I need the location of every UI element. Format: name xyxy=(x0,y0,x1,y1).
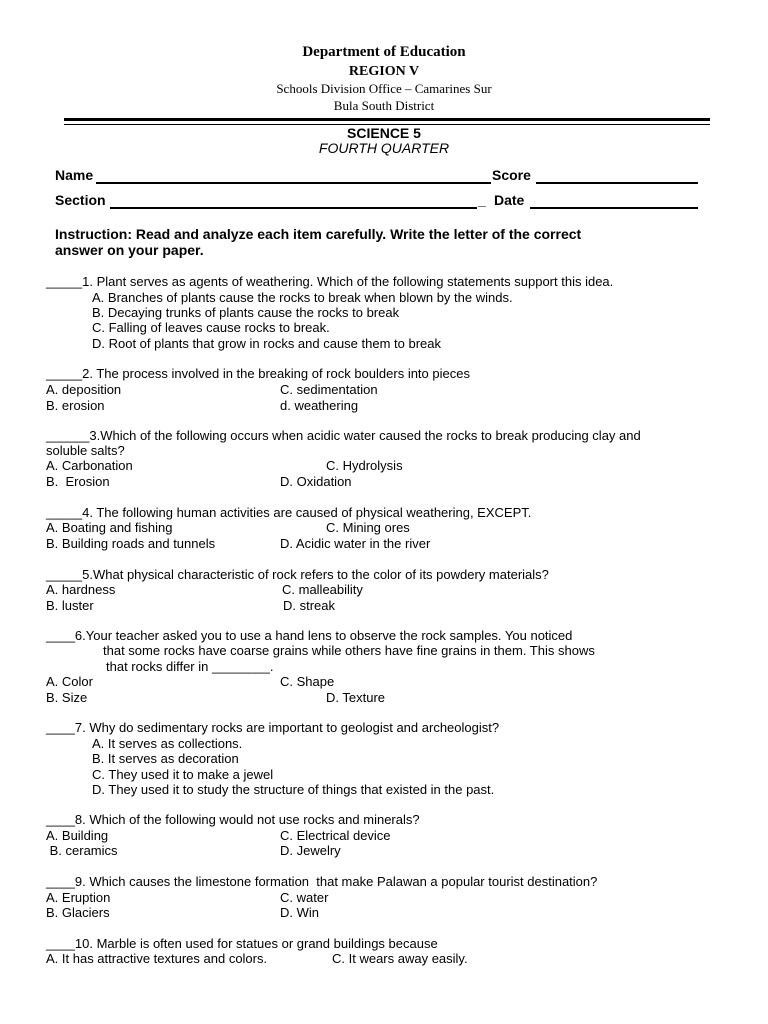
q1-stem: _____1. Plant serves as agents of weathering. Which of the following statements support this idea. xyxy=(46,274,614,289)
section-underscore: _ xyxy=(478,192,486,208)
section-line[interactable] xyxy=(110,207,477,209)
q7-choice-c: C. They used it to make a jewel xyxy=(92,767,274,782)
region-heading: REGION V xyxy=(348,64,420,79)
q9-choice-b: B. Glaciers xyxy=(46,905,110,920)
q1-choice-b: B. Decaying trunks of plants cause the rocks to break xyxy=(92,305,400,320)
instruction-line-2: answer on your paper. xyxy=(55,242,204,258)
q5-choice-b: B. luster xyxy=(46,598,94,613)
q3-choice-b: B. Erosion xyxy=(46,474,110,489)
q5-choice-a: A. hardness xyxy=(46,582,116,597)
q3-choice-d: D. Oxidation xyxy=(280,474,352,489)
q6-choice-b: B. Size xyxy=(46,690,88,705)
q2-stem: _____2. The process involved in the breaking of rock boulders into pieces xyxy=(46,366,470,381)
q4-choice-c: C. Mining ores xyxy=(326,520,410,535)
score-line[interactable] xyxy=(536,182,698,184)
q1-choice-a: A. Branches of plants cause the rocks to break when blown by the winds. xyxy=(92,290,513,305)
q1-choice-d: D. Root of plants that grow in rocks and cause them to break xyxy=(92,336,442,351)
division-heading: Schools Division Office – Camarines Sur xyxy=(276,81,492,96)
score-label: Score xyxy=(492,167,531,183)
q7-choice-b: B. It serves as decoration xyxy=(92,751,239,766)
q4-choice-b: B. Building roads and tunnels xyxy=(46,536,216,551)
name-line[interactable] xyxy=(96,182,491,184)
q10-choice-c: C. It wears away easily. xyxy=(332,951,468,966)
q9-choice-c: C. water xyxy=(280,890,329,905)
q8-stem: ____8. Which of the following would not use rocks and minerals? xyxy=(46,812,420,827)
q10-choice-a: A. It has attractive textures and colors. xyxy=(46,951,268,966)
q4-stem: _____4. The following human activities are caused of physical weathering, EXCEPT. xyxy=(46,505,532,520)
q2-choice-a: A. deposition xyxy=(46,382,122,397)
q7-stem: ____7. Why do sedimentary rocks are important to geologist and archeologist? xyxy=(46,720,500,735)
q5-choice-d: D. streak xyxy=(283,598,336,613)
q2-choice-b: B. erosion xyxy=(46,398,105,413)
q3-choice-c: C. Hydrolysis xyxy=(326,458,403,473)
q7-choice-a: A. It serves as collections. xyxy=(92,736,243,751)
q5-stem: _____5.What physical characteristic of rock refers to the color of its powdery materials? xyxy=(46,567,549,582)
q9-choice-a: A. Eruption xyxy=(46,890,111,905)
q4-choice-a: A. Boating and fishing xyxy=(46,520,173,535)
q1-choice-c: C. Falling of leaves cause rocks to break. xyxy=(92,320,330,335)
q8-choice-a: A. Building xyxy=(46,828,109,843)
department-heading: Department of Education xyxy=(302,44,466,60)
q4-choice-d: D. Acidic water in the river xyxy=(280,536,431,551)
subject-quarter: FOURTH QUARTER xyxy=(318,140,450,156)
q6-choice-a: A. Color xyxy=(46,674,93,689)
q6-stem-line-3: that rocks differ in ________. xyxy=(106,659,274,674)
q10-stem: ____10. Marble is often used for statues or grand buildings because xyxy=(46,936,438,951)
date-line[interactable] xyxy=(530,207,698,209)
q8-choice-b: B. ceramics xyxy=(46,843,118,858)
q6-choice-c: C. Shape xyxy=(280,674,335,689)
q6-stem-line-2: that some rocks have coarse grains while others have fine grains in them. This shows xyxy=(103,643,595,658)
subject-title: SCIENCE 5 xyxy=(347,125,421,141)
district-heading: Bula South District xyxy=(333,98,435,113)
date-label: Date xyxy=(494,192,525,208)
instruction-line-1: Instruction: Read and analyze each item carefully. Write the letter of the correct xyxy=(55,226,582,242)
q6-choice-d: D. Texture xyxy=(326,690,386,705)
name-label: Name xyxy=(55,167,94,183)
q5-choice-c: C. malleability xyxy=(282,582,363,597)
q9-stem: ____9. Which causes the limestone formation that make Palawan a popular tourist destination? xyxy=(46,874,598,889)
q2-choice-d: d. weathering xyxy=(280,398,359,413)
q3-choice-a: A. Carbonation xyxy=(46,458,133,473)
q9-choice-d: D. Win xyxy=(280,905,319,920)
q2-choice-c: C. sedimentation xyxy=(280,382,378,397)
q6-stem-line-1: ____6.Your teacher asked you to use a hand lens to observe the rock samples. You noticed xyxy=(46,628,573,643)
q8-choice-d: D. Jewelry xyxy=(280,843,341,858)
q3-stem-line-2: soluble salts? xyxy=(46,443,125,458)
q8-choice-c: C. Electrical device xyxy=(280,828,391,843)
section-label: Section xyxy=(55,192,106,208)
q7-choice-d: D. They used it to study the structure of things that existed in the past. xyxy=(92,782,495,797)
q3-stem-line-1: ______3.Which of the following occurs when acidic water caused the rocks to break producing clay and xyxy=(46,428,641,443)
header-divider-thick xyxy=(64,118,710,121)
